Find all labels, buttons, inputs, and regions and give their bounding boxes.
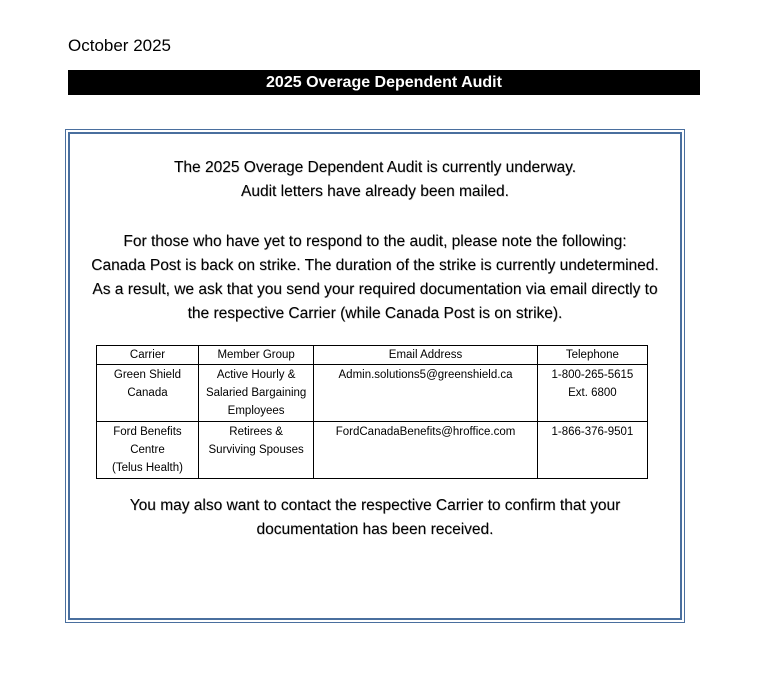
closing-line: documentation has been received. <box>256 521 494 538</box>
email-cell[interactable]: Admin.solutions5@greenshield.ca <box>314 365 537 422</box>
cell-line: 1-800-265-5615 <box>551 369 634 381</box>
intro-line: Audit letters have already been mailed. <box>241 183 509 200</box>
intro-line: The 2025 Overage Dependent Audit is currently underway. <box>173 159 577 176</box>
header-carrier: Carrier <box>97 346 199 365</box>
cell-line: Retirees & <box>229 426 283 438</box>
cell-line: Centre <box>130 444 165 456</box>
closing-line: You may also want to contact the respective Carrier to confirm that your <box>129 497 621 514</box>
email-cell[interactable]: FordCanadaBenefits@hroffice.com <box>314 422 537 479</box>
notice-box <box>68 132 682 620</box>
telephone-cell <box>537 422 647 479</box>
cell-line: Ford Benefits <box>113 426 182 438</box>
cell-line: Canada <box>127 387 168 399</box>
instructions-line: Canada Post is back on strike. The duration of the strike is currently undetermined. <box>91 257 659 274</box>
table-row <box>97 422 648 479</box>
cell-line: Active Hourly & <box>216 369 296 381</box>
intro-paragraph <box>70 156 680 204</box>
cell-line: Salaried Bargaining <box>205 387 307 399</box>
header-member-group: Member Group <box>198 346 313 365</box>
cell-line: Ext. 6800 <box>568 387 617 399</box>
member-group-cell <box>198 365 313 422</box>
instructions-paragraph <box>70 230 680 326</box>
member-group-cell <box>198 422 313 479</box>
carrier-cell <box>97 422 199 479</box>
cell-line: Surviving Spouses <box>208 444 304 456</box>
instructions-line: As a result, we ask that you send your required documentation via email directly to <box>92 281 658 298</box>
cell-line: (Telus Health) <box>112 462 183 474</box>
header-email: Email Address <box>314 346 537 365</box>
header-telephone: Telephone <box>537 346 647 365</box>
table-row <box>97 365 648 422</box>
table-header-row <box>97 346 648 365</box>
document-date: October 2025 <box>68 36 172 55</box>
cell-line: Employees <box>227 405 285 417</box>
telephone-cell <box>537 365 647 422</box>
document-title: 2025 Overage Dependent Audit <box>68 70 700 95</box>
cell-line: Green Shield <box>113 369 182 381</box>
carrier-cell <box>97 365 199 422</box>
cell-line: 1-866-376-9501 <box>551 426 634 438</box>
carrier-contact-table <box>96 345 648 479</box>
instructions-line: For those who have yet to respond to the audit, please note the following: <box>123 233 627 250</box>
closing-paragraph <box>70 494 680 542</box>
instructions-line: the respective Carrier (while Canada Post is on strike). <box>187 305 563 322</box>
